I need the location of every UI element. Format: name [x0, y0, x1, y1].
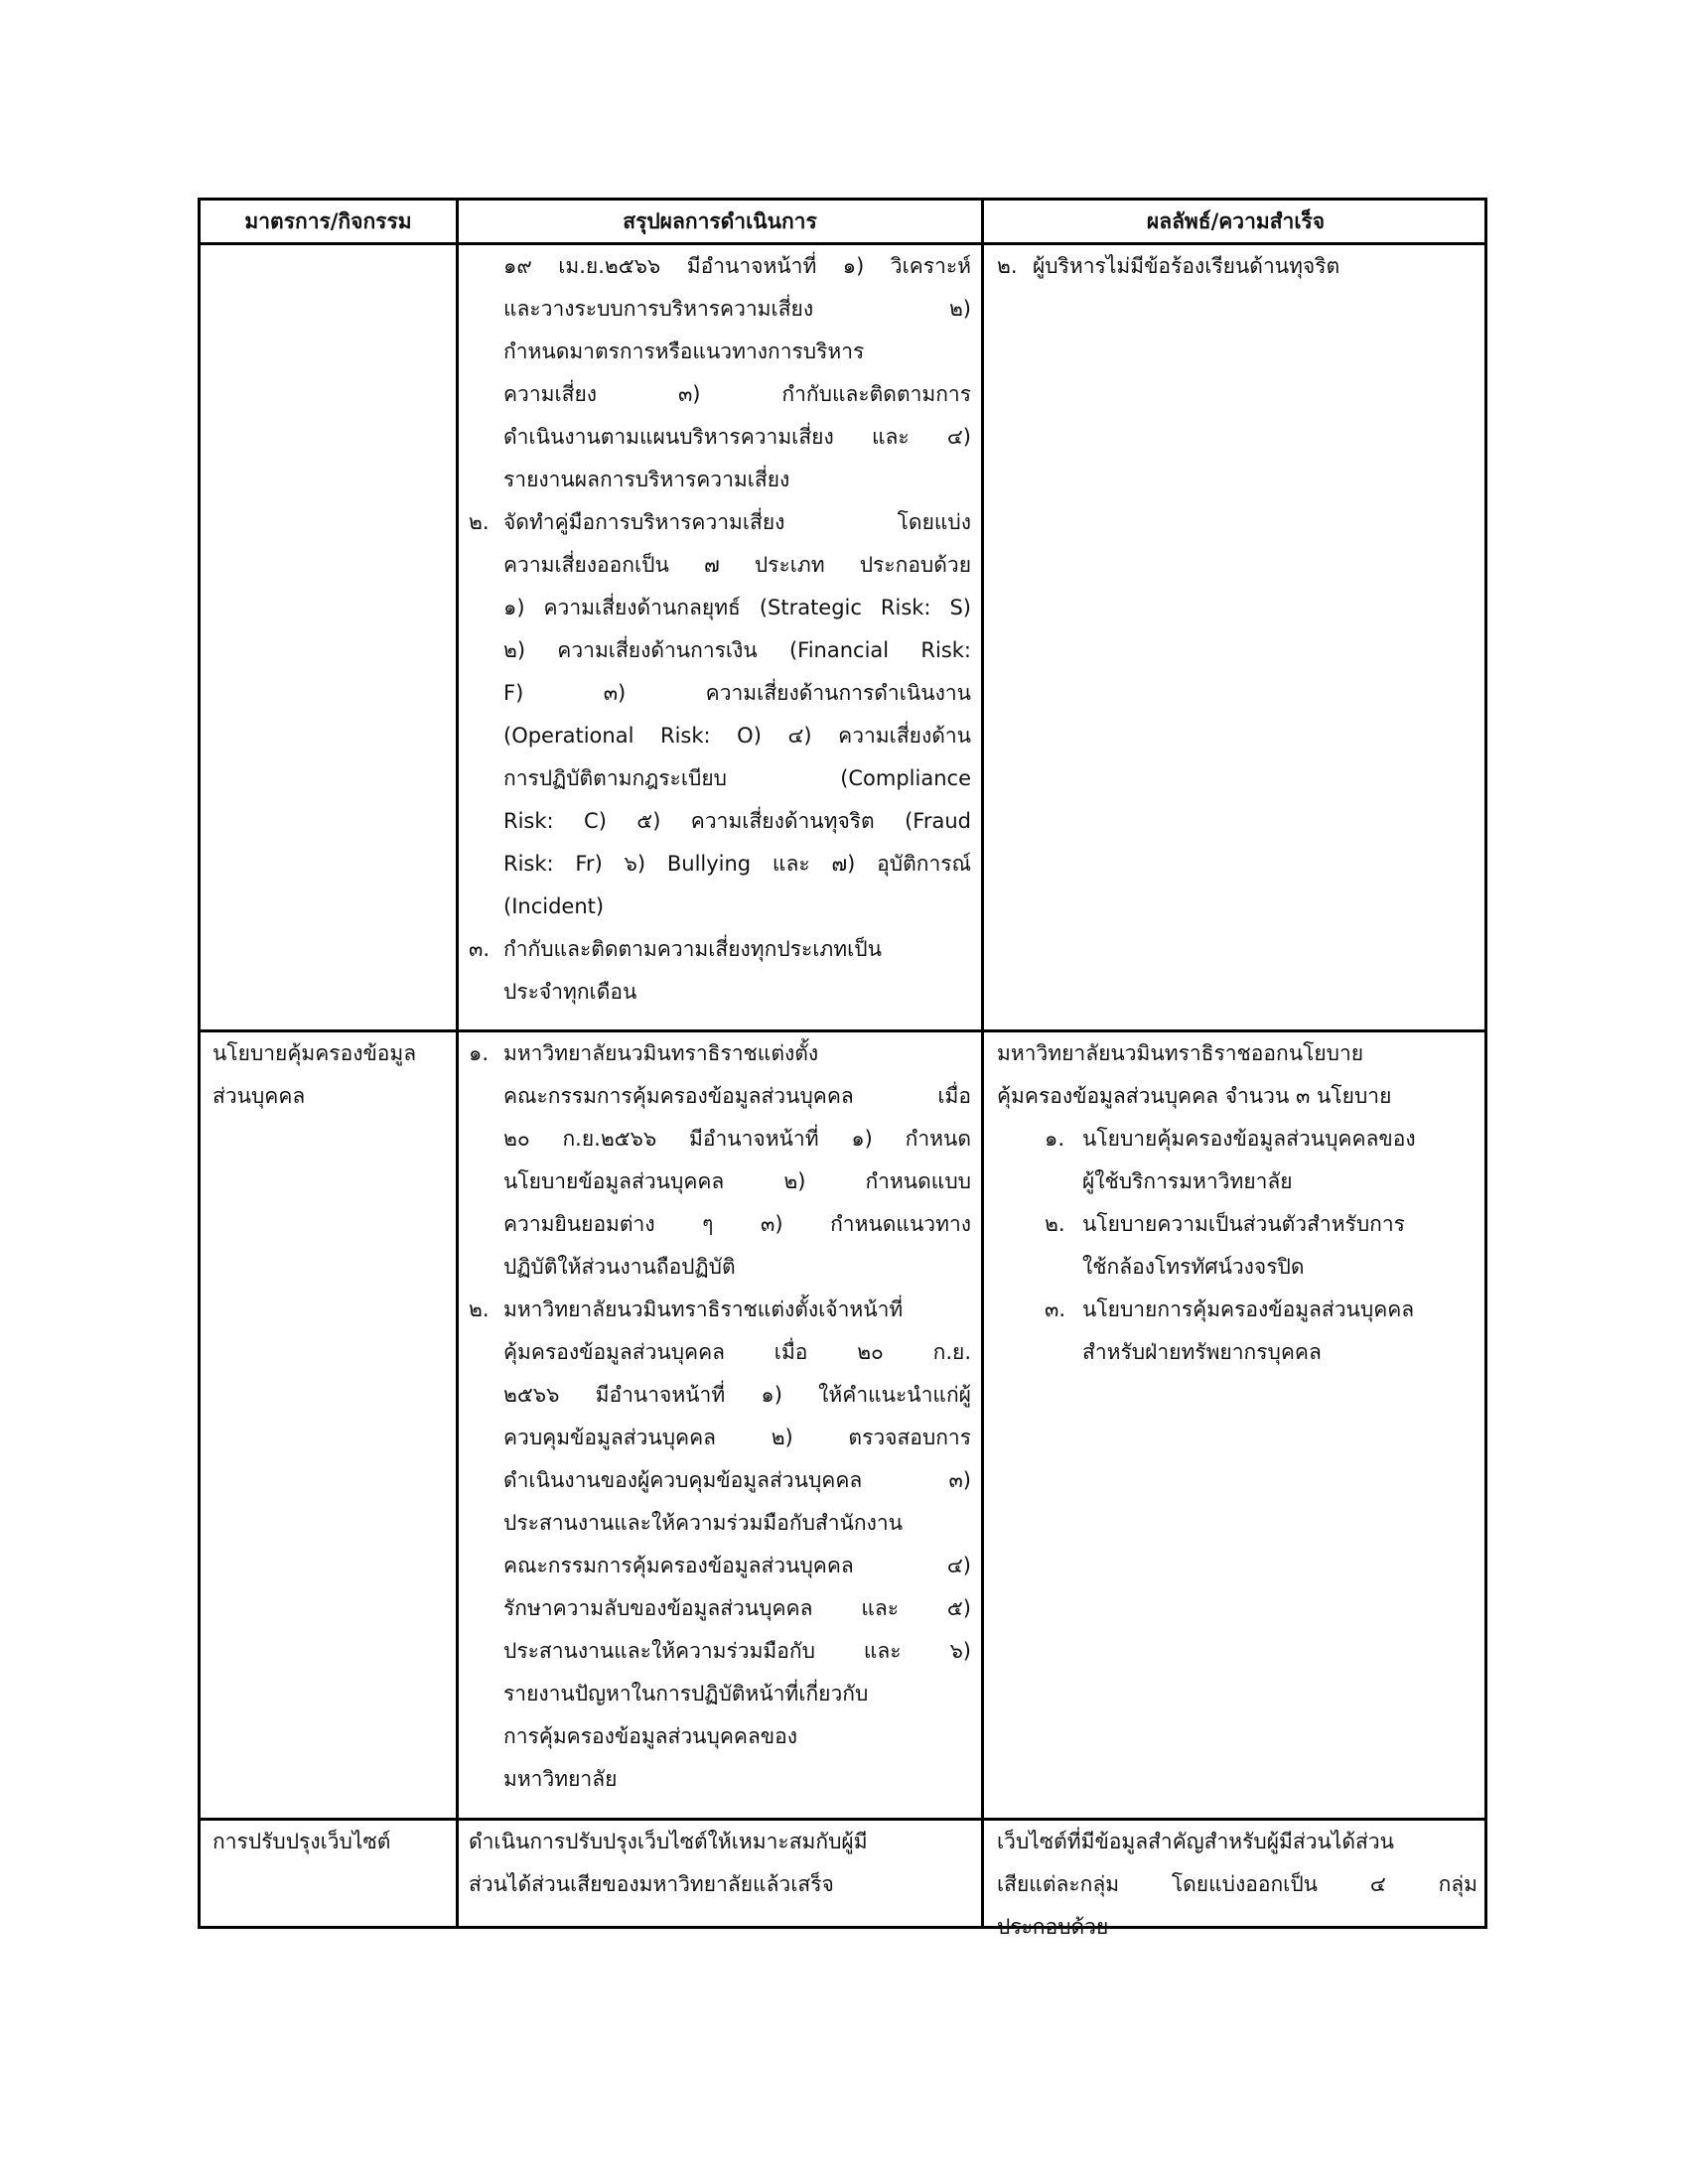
- summary-text: มหาวิทยาลัยนวมินทราธิราชแต่งตั้ง: [503, 1041, 819, 1065]
- summary-text: รักษาความลับของข้อมูลส่วนบุคคล และ ๕): [503, 1596, 971, 1620]
- summary-text: คุ้มครองข้อมูลส่วนบุคคล เมื่อ ๒๐ ก.ย.: [503, 1340, 971, 1364]
- summary-text: Risk: C) ๕) ความเสี่ยงด้านทุจริต (Fraud: [503, 809, 971, 833]
- results-table: [198, 198, 1487, 1939]
- summary-text: ๒๕๖๖ มีอำนาจหน้าที่ ๑) ให้คำแนะนำแก่ผู้: [503, 1383, 971, 1407]
- result-item-text: ผู้บริหารไม่มีข้อร้องเรียนด้านทุจริต: [1033, 254, 1340, 278]
- result-item-text: นโยบายคุ้มครองข้อมูลส่วนบุคคลของ: [1082, 1127, 1416, 1151]
- measure-text: ส่วนบุคคล: [212, 1084, 306, 1108]
- column-divider: [456, 201, 459, 1926]
- list-number: ๒.: [997, 254, 1018, 278]
- result-item-text: สำหรับฝ่ายทรัพยากรบุคคล: [1082, 1340, 1322, 1364]
- summary-text: จัดทำคู่มือการบริหารความเสี่ยง โดยแบ่ง: [503, 510, 971, 534]
- summary-text: ความเสี่ยงออกเป็น ๗ ประเภท ประกอบด้วย: [503, 553, 971, 577]
- header-measure: มาตรการ/กิจกรรม: [244, 209, 412, 233]
- summary-text: ๑) ความเสี่ยงด้านกลยุทธ์ (Strategic Risk: S): [503, 596, 971, 619]
- summary-text: ๑๙ เม.ย.๒๕๖๖ มีอำนาจหน้าที่ ๑) วิเคราะห์: [503, 254, 971, 278]
- summary-text: และวางระบบการบริหารความเสี่ยง ๒): [503, 297, 971, 321]
- result-text: คุ้มครองข้อมูลส่วนบุคคล จำนวน ๓ นโยบาย: [997, 1084, 1392, 1108]
- list-number: ๓.: [469, 937, 491, 961]
- list-number: ๑.: [469, 1041, 490, 1065]
- result-text: เว็บไซต์ที่มีข้อมูลสำคัญสำหรับผู้มีส่วนได้ส่วน: [997, 1830, 1395, 1853]
- summary-text: คณะกรรมการคุ้มครองข้อมูลส่วนบุคคล เมื่อ: [503, 1084, 971, 1108]
- summary-text: มหาวิทยาลัยนวมินทราธิราชแต่งตั้งเจ้าหน้าที่: [503, 1297, 904, 1321]
- list-number: ๒.: [469, 1297, 490, 1321]
- summary-text: รายงานผลการบริหารความเสี่ยง: [503, 468, 790, 491]
- summary-text: การคุ้มครองข้อมูลส่วนบุคคลของ: [503, 1724, 798, 1748]
- summary-text: ๒) ความเสี่ยงด้านการเงิน (Financial Risk:: [503, 638, 971, 662]
- header-result: ผลลัพธ์/ความสำเร็จ: [1146, 209, 1326, 233]
- summary-text: กำกับและติดตามความเสี่ยงทุกประเภทเป็น: [503, 937, 882, 961]
- result-item-text: นโยบายการคุ้มครองข้อมูลส่วนบุคคล: [1082, 1297, 1415, 1321]
- summary-text: Risk: Fr) ๖) Bullying และ ๗) อุบัติการณ์: [503, 852, 971, 876]
- list-number: ๒.: [1045, 1212, 1065, 1236]
- summary-text: กำหนดมาตรการหรือแนวทางการบริหาร: [503, 340, 865, 363]
- summary-text: ดำเนินงานของผู้ควบคุมข้อมูลส่วนบุคคล ๓): [503, 1468, 971, 1492]
- list-number: ๓.: [1045, 1297, 1066, 1321]
- summary-text: รายงานปัญหาในการปฏิบัติหน้าที่เกี่ยวกับ: [503, 1682, 869, 1706]
- result-text: เสียแต่ละกลุ่ม โดยแบ่งออกเป็น ๔ กลุ่ม: [997, 1872, 1477, 1896]
- summary-text: ประสานงานและให้ความร่วมมือกับ และ ๖): [503, 1639, 971, 1663]
- summary-text: F) ๓) ความเสี่ยงด้านการดำเนินงาน: [503, 681, 971, 705]
- summary-text: มหาวิทยาลัย: [503, 1767, 618, 1791]
- summary-text: การปฏิบัติตามกฎระเบียบ (Compliance: [503, 766, 971, 790]
- measure-text: นโยบายคุ้มครองข้อมูล: [212, 1041, 417, 1065]
- summary-text: (Operational Risk: O) ๔) ความเสี่ยงด้าน: [503, 724, 971, 748]
- summary-text: ประสานงานและให้ความร่วมมือกับสำนักงาน: [503, 1511, 904, 1535]
- summary-text: ควบคุมข้อมูลส่วนบุคคล ๒) ตรวจสอบการ: [503, 1426, 971, 1449]
- summary-text: คณะกรรมการคุ้มครองข้อมูลส่วนบุคคล ๔): [503, 1554, 971, 1577]
- summary-text: ความเสี่ยง ๓) กำกับและติดตามการ: [503, 382, 971, 406]
- measure-text: การปรับปรุงเว็บไซต์: [212, 1830, 391, 1853]
- summary-text: (Incident): [503, 894, 605, 918]
- result-text: ประกอบด้วย: [997, 1915, 1109, 1939]
- summary-text: ดำเนินการปรับปรุงเว็บไซต์ให้เหมาะสมกับผู้มี: [469, 1830, 868, 1853]
- result-item-text: ใช้กล้องโทรทัศน์วงจรปิด: [1082, 1255, 1305, 1279]
- result-item-text: นโยบายความเป็นส่วนตัวสำหรับการ: [1082, 1212, 1405, 1236]
- result-text: มหาวิทยาลัยนวมินทราธิราชออกนโยบาย: [997, 1041, 1364, 1065]
- summary-text: นโยบายข้อมูลส่วนบุคคล ๒) กำหนดแบบ: [503, 1169, 971, 1193]
- summary-text: ๒๐ ก.ย.๒๕๖๖ มีอำนาจหน้าที่ ๑) กำหนด: [503, 1127, 971, 1151]
- header-summary: สรุปผลการดำเนินการ: [623, 209, 817, 233]
- summary-text: ความยินยอมต่าง ๆ ๓) กำหนดแนวทาง: [503, 1212, 971, 1236]
- list-number: ๒.: [469, 510, 490, 534]
- summary-text: ส่วนได้ส่วนเสียของมหาวิทยาลัยแล้วเสร็จ: [469, 1872, 834, 1896]
- column-divider: [981, 201, 984, 1926]
- result-item-text: ผู้ใช้บริการมหาวิทยาลัย: [1082, 1169, 1293, 1193]
- summary-text: ปฏิบัติให้ส่วนงานถือปฏิบัติ: [503, 1255, 736, 1279]
- summary-text: ประจำทุกเดือน: [503, 980, 637, 1004]
- list-number: ๑.: [1045, 1127, 1065, 1151]
- summary-text: ดำเนินงานตามแผนบริหารความเสี่ยง และ ๔): [503, 425, 971, 449]
